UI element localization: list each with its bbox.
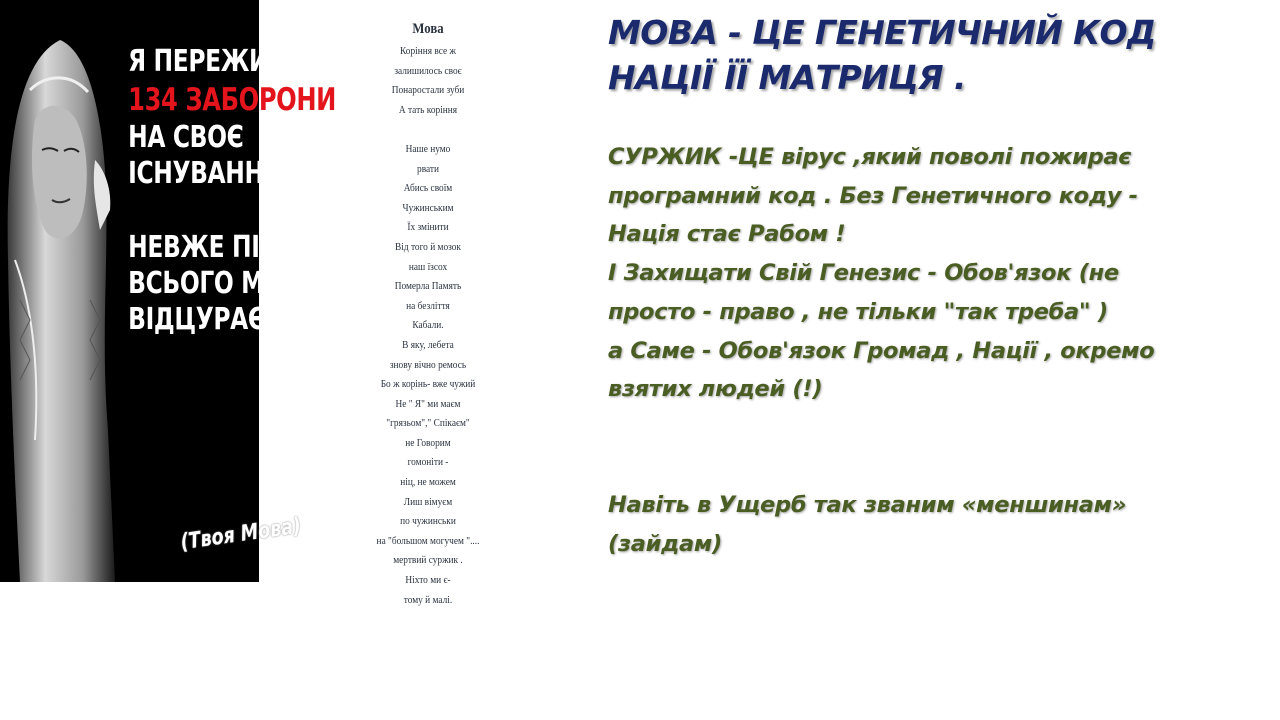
poster-line: НЕВЖЕ ПІСЛЯ bbox=[128, 230, 313, 265]
closing-line: (зайдам) bbox=[608, 531, 722, 558]
poem-line: наш їзсох bbox=[408, 260, 448, 273]
poem-line: по чужинськи bbox=[400, 515, 456, 528]
body-line: І Захищати Свій Генезис - Обов'язок (не bbox=[608, 260, 1119, 287]
poem-line: Понаростали зуби bbox=[391, 84, 465, 97]
body-line: взятих людей (!) bbox=[608, 376, 823, 403]
poem-line: на безліття bbox=[406, 299, 450, 312]
heading-line-1: МОВА - ЦЕ ГЕНЕТИЧНИЙ КОД bbox=[608, 13, 1156, 52]
poem-line: Наше нумо bbox=[405, 142, 451, 155]
poem-line: ніц, не можем bbox=[400, 476, 456, 489]
body-line: просто - право , не тільки "так треба" ) bbox=[608, 298, 1108, 325]
body-line: Нація стає Рабом ! bbox=[608, 221, 846, 248]
poem-line: тому й малі. bbox=[403, 593, 453, 606]
woman-in-headscarf-figure bbox=[0, 0, 115, 582]
poem-line: Коріння все ж bbox=[400, 45, 456, 57]
language-poster-image bbox=[0, 0, 341, 582]
poem-line: Кабали. bbox=[412, 319, 444, 332]
heading-line-2: НАЦІЇ ЇЇ МАТРИЦЯ . bbox=[608, 58, 966, 97]
slide-heading bbox=[608, 10, 1248, 100]
poster-line: НА СВОЄ bbox=[128, 120, 244, 155]
poster-line: Я ПЕРЕЖИЛА bbox=[128, 44, 305, 79]
poem-line: Бо ж корінь- вже чужий bbox=[380, 378, 476, 391]
poem-block bbox=[362, 16, 494, 610]
poem-line: не Говорим bbox=[405, 436, 451, 449]
poem-line: Їх змінити bbox=[407, 221, 449, 234]
poster-signature: (Твоя Мова) bbox=[179, 513, 303, 556]
poem-line: знову вічно ремось bbox=[389, 358, 467, 371]
poem-line: Чужинським bbox=[402, 201, 454, 214]
poem-title: Мова bbox=[412, 21, 444, 37]
body-line: СУРЖИК -ЦЕ вірус ,який поволі пожирає bbox=[608, 144, 1132, 170]
poem-line: Від того й мозок bbox=[395, 240, 461, 253]
poem-line: Ніхто ми є- bbox=[405, 574, 451, 587]
poster-line: ВСЬОГО МЕНЕ bbox=[128, 266, 315, 301]
poem-line: Абись своїм bbox=[403, 182, 453, 195]
poster-text bbox=[112, 44, 341, 338]
body-line: програмний код . Без Генетичного коду - bbox=[608, 182, 1138, 209]
poem-line: мертвий суржик . bbox=[393, 554, 463, 567]
poem-line: рвати bbox=[417, 162, 439, 175]
poster-line-highlight: 134 ЗАБОРОНИ bbox=[128, 82, 337, 118]
slide-body-text bbox=[608, 138, 1248, 564]
poem-line: залишилось своє bbox=[394, 64, 462, 77]
closing-line: Навіть в Ущерб так званим «меншинам» bbox=[608, 492, 1127, 519]
poem-line: на "большом могучем ".... bbox=[376, 534, 480, 547]
poem-line: В яку, лебета bbox=[402, 338, 454, 351]
poem-line: Лиш вімуєм bbox=[403, 495, 453, 508]
poem-line: Не " Я" ми маєм bbox=[395, 397, 461, 410]
poem-line: гомоніти - bbox=[407, 456, 449, 469]
poem-line: Померла Память bbox=[394, 280, 462, 293]
poster-line: ВІДЦУРАЄШСЯ? bbox=[128, 302, 341, 337]
poster-line: ІСНУВАННЯ. bbox=[128, 156, 290, 191]
poem-line: "грязьом"," Спікаєм" bbox=[386, 417, 470, 430]
poem-line: А тать коріння bbox=[398, 103, 458, 116]
body-line: а Саме - Обов'язок Громад , Нації , окремо bbox=[608, 337, 1155, 364]
